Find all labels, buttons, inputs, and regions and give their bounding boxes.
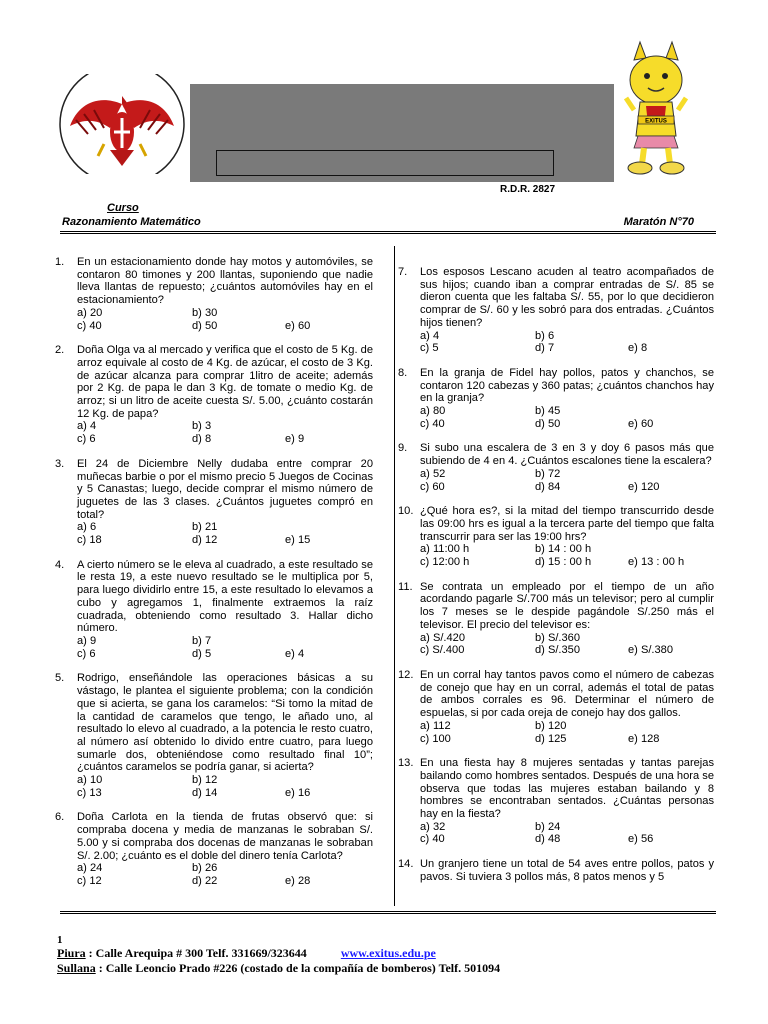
- option-e: e) S/.380: [628, 644, 674, 657]
- option-c: c) 6: [77, 433, 96, 446]
- option-b: b) 30: [192, 306, 218, 319]
- option-a: a) 80: [420, 405, 446, 418]
- option-c: c) 5: [420, 342, 439, 355]
- question-text: ¿Qué hora es?, si la mitad del tiempo transcurrido desde las 09:00 hrs es igual a la tercera parte del tiempo que falta transcurrir para ser las 19:00 hrs?: [420, 505, 714, 543]
- question-6: [55, 811, 373, 887]
- question-10: [398, 505, 714, 569]
- answer-options: [77, 521, 373, 546]
- question-text: En un corral hay tantos pavos como el número de cabezas de conejo que hay en un corral, además el total de patas de ambos corrales es 96. Determinar el número de espuelas, si por cada oreja de conejo hay dos gallos.: [420, 668, 714, 720]
- option-spacer: [285, 862, 365, 875]
- question-text: En un estacionamiento donde hay motos y automóviles, se contaron 80 timones y 200 llantas, suponiendo que nadie lleva llantas de repuesto; ¿cuántos automóviles hay en el estacionamiento?: [77, 256, 373, 307]
- option-spacer: [285, 420, 365, 433]
- option-e: e) 120: [628, 480, 660, 493]
- option-b: b) 24: [535, 820, 561, 833]
- question-text: En la granja de Fidel hay pollos, patos y chanchos, se contaron 120 cabezas y 360 patas; ¿cuántos chanchos hay en la granja?: [420, 366, 714, 405]
- option-a: a) 10: [77, 774, 103, 787]
- option-spacer: [285, 307, 365, 320]
- mascot-icon: [620, 40, 692, 180]
- option-d: d) 7: [535, 342, 555, 355]
- option-d: d) 12: [192, 534, 218, 547]
- option-a: a) 24: [77, 862, 103, 875]
- option-e: e) 8: [628, 342, 648, 355]
- option-c: c) 13: [77, 786, 102, 799]
- maraton-number: Maratón N°70: [623, 216, 694, 228]
- question-number: 1.: [55, 256, 65, 268]
- option-c: c) 60: [420, 480, 445, 493]
- option-spacer: [628, 543, 708, 556]
- option-b: b) 120: [535, 719, 567, 732]
- course-name: Razonamiento Matemático: [62, 216, 201, 228]
- answer-options: [420, 821, 714, 846]
- question-1: [55, 256, 373, 332]
- option-spacer: [628, 405, 708, 418]
- option-d: d) 50: [192, 319, 218, 332]
- option-d: d) 22: [192, 874, 218, 887]
- eagle-logo-icon: [58, 74, 186, 174]
- question-14: [398, 858, 714, 883]
- option-e: e) 9: [285, 433, 305, 446]
- footer-rule: [60, 911, 716, 914]
- question-13: [398, 757, 714, 846]
- question-number: 3.: [55, 457, 65, 470]
- question-12: [398, 669, 714, 745]
- question-number: 5.: [55, 672, 65, 685]
- option-e: e) 60: [628, 417, 654, 430]
- question-8: [398, 367, 714, 431]
- answer-options: [420, 632, 714, 657]
- question-9: [398, 442, 714, 493]
- question-text: Rodrigo, enseñándole las operaciones básicas a su vástago, le plantea el siguiente problema; con la condición que si acierta, se gana los caramelos: “Si tomo la mitad de la cantidad de caramelos que tengo, le añado uno, al resultado lo elevo al cuadrado, a la potencia le resto cuatro, al número así obtenido lo divido entre cuatro, para luego sumarle dos, obteniéndose como resultado final 10”; ¿cuántos caramelos se podría ganar, si acierta?: [77, 672, 373, 774]
- option-b: b) 7: [192, 634, 212, 647]
- question-text: Los esposos Lescano acuden al teatro acompañados de sus hijos; cuando iban a comprar entradas de S/. 85 se dieron cuenta que les faltaba S/. 55, por lo que decidieron comprar de S/. 60 y les sobró para dos entradas. ¿Cuántos hijos tienen?: [420, 266, 714, 329]
- option-c: c) 12:00 h: [420, 556, 470, 569]
- option-d: d) S/.350: [535, 644, 581, 657]
- answer-options: [420, 543, 714, 568]
- curso-label: Curso: [107, 202, 139, 214]
- option-d: d) 84: [535, 480, 561, 493]
- question-text: Doña Olga va al mercado y verifica que el costo de 5 Kg. de arroz equivale al costo de 4 Kg. de azúcar, el costo de 3 Kg. de azúcar alcanza para comprar 1litro de aceite; además por 2 Kg. de papa le dan 3 Kg. de tomate o medio Kg. de arroz; si un litro de aceite cuesta S/. 5.00, ¿cuánto costarán 12 Kg. de papa?: [77, 344, 373, 420]
- option-c: c) 12: [77, 874, 102, 887]
- option-spacer: [285, 635, 365, 648]
- option-b: b) 3: [192, 420, 212, 433]
- option-b: b) 14 : 00 h: [535, 543, 592, 556]
- option-b: b) S/.360: [535, 631, 581, 644]
- option-e: e) 15: [285, 534, 311, 547]
- answer-options: [77, 307, 373, 332]
- question-text: En una fiesta hay 8 mujeres sentadas y tantas parejas bailando como hombres sentados. Después de una hora se observa que todas las mujeres estaban bailando y 8 hombres se encontraban sentados. ¿Cuántas personas hay en la fiesta?: [420, 757, 714, 821]
- question-text: El 24 de Diciembre Nelly dudaba entre comprar 20 muñecas barbie o por el mismo precio 5 Juegos de Cocinas y 5 Canastas; luego, decide comprar el mismo número de juguetes de las 3 clases. ¿Cuántos juguetes compró en total?: [77, 457, 373, 521]
- option-b: b) 21: [192, 521, 218, 534]
- option-b: b) 72: [535, 467, 561, 480]
- question-text: A cierto número se le eleva al cuadrado, a este resultado se le resta 19, a este nuevo resultado se le multiplica por 5, para luego dividirlo entre 15, a este resultado lo elevamos a cubo y agregamos 1, finalmente extraemos la raíz cuadrada, obteniendo como resultado 3. Hallar dicho número.: [77, 558, 373, 635]
- option-spacer: [628, 720, 708, 733]
- questions-left-column: [55, 256, 373, 900]
- website-link[interactable]: www.exitus.edu.pe: [340, 946, 436, 960]
- option-spacer: [285, 774, 365, 787]
- question-number: 14.: [398, 858, 414, 871]
- question-text: Se contrata un empleado por el tiempo de un año acordando pagarle S/.700 más un televisor; pero al cumplir los 7 meses se le despide pagándole S/.250 más el televisor. El precio del televisor es:: [420, 580, 714, 631]
- option-spacer: [628, 468, 708, 481]
- option-d: d) 15 : 00 h: [535, 556, 592, 569]
- question-4: [55, 559, 373, 661]
- footer-piura: [57, 946, 436, 961]
- option-e: e) 16: [285, 786, 311, 799]
- option-a: a) 52: [420, 467, 446, 480]
- question-text: Doña Carlota en la tienda de frutas observó que: si compraba docena y media de manzanas le sobraban S/. 5.00 y si compraba dos docenas de manzanas le sobraban S/. 2.00; ¿cuánto es el doble del dinero tenía Carlota?: [77, 811, 373, 862]
- option-spacer: [628, 330, 708, 343]
- option-a: a) S/.420: [420, 631, 466, 644]
- piura-address: : Calle Arequipa # 300 Telf. 331669/323644: [85, 946, 307, 960]
- option-spacer: [628, 821, 708, 834]
- option-b: b) 45: [535, 405, 561, 418]
- option-c: c) 100: [420, 732, 451, 745]
- rdr-code: R.D.R. 2827: [500, 184, 556, 195]
- option-a: a) 11:00 h: [420, 543, 470, 556]
- piura-label: Piura: [57, 946, 86, 960]
- option-e: e) 13 : 00 h: [628, 556, 685, 569]
- question-11: [398, 581, 714, 657]
- option-c: c) 40: [420, 833, 445, 846]
- question-text: Si subo una escalera de 3 en 3 y doy 6 pasos más que subiendo de 4 en 4. ¿Cuántos escalones tiene la escalera?: [420, 442, 714, 468]
- option-b: b) 26: [192, 862, 218, 875]
- option-a: a) 9: [77, 634, 97, 647]
- option-c: c) 18: [77, 534, 102, 547]
- sullana-label: Sullana: [57, 961, 96, 975]
- question-number: 10.: [398, 505, 414, 518]
- sullana-address: : Calle Leoncio Prado #226 (costado de la compañía de bomberos) Telf. 501094: [95, 961, 501, 975]
- question-number: 8.: [398, 366, 408, 379]
- option-spacer: [628, 632, 708, 645]
- option-a: a) 4: [420, 329, 440, 342]
- option-e: e) 28: [285, 874, 311, 887]
- option-d: d) 14: [192, 786, 218, 799]
- question-number: 6.: [55, 811, 65, 824]
- question-2: [55, 344, 373, 446]
- question-number: 4.: [55, 558, 65, 571]
- page-number: 1: [57, 934, 63, 946]
- questions-right-column: [398, 266, 714, 896]
- question-number: 12.: [398, 668, 414, 681]
- option-e: e) 4: [285, 647, 305, 660]
- answer-options: [77, 635, 373, 660]
- option-d: d) 125: [535, 732, 567, 745]
- option-spacer: [285, 521, 365, 534]
- option-e: e) 128: [628, 732, 660, 745]
- option-d: d) 50: [535, 417, 561, 430]
- option-c: c) S/.400: [420, 644, 465, 657]
- question-5: [55, 672, 373, 799]
- option-d: d) 48: [535, 833, 561, 846]
- option-a: a) 20: [77, 306, 103, 319]
- question-number: 11.: [398, 580, 413, 593]
- question-number: 7.: [398, 266, 408, 278]
- footer-sullana: [57, 961, 500, 976]
- option-a: a) 4: [77, 420, 97, 433]
- answer-options: [420, 330, 714, 355]
- option-d: d) 8: [192, 433, 212, 446]
- option-b: b) 12: [192, 774, 218, 787]
- option-a: a) 6: [77, 521, 97, 534]
- option-c: c) 6: [77, 647, 96, 660]
- answer-options: [420, 405, 714, 430]
- question-number: 13.: [398, 757, 414, 770]
- svg-text:EXITUS: EXITUS: [645, 118, 667, 125]
- option-d: d) 5: [192, 647, 212, 660]
- header-rule: [60, 231, 716, 234]
- question-7: [398, 266, 714, 355]
- option-a: a) 32: [420, 820, 446, 833]
- answer-options: [77, 774, 373, 799]
- option-a: a) 112: [420, 719, 451, 732]
- answer-options: [77, 420, 373, 445]
- question-number: 9.: [398, 442, 408, 455]
- option-c: c) 40: [420, 417, 445, 430]
- option-b: b) 6: [535, 329, 555, 342]
- question-3: [55, 458, 373, 547]
- column-divider: [394, 246, 395, 906]
- option-e: e) 56: [628, 833, 654, 846]
- question-text: Un granjero tiene un total de 54 aves entre pollos, patos y pavos. Si tuviera 3 pollos más, 8 patos menos y 5: [420, 858, 714, 883]
- answer-options: [420, 720, 714, 745]
- header-title-box: [216, 150, 554, 176]
- question-number: 2.: [55, 344, 65, 357]
- answer-options: [77, 862, 373, 887]
- option-c: c) 40: [77, 319, 102, 332]
- answer-options: [420, 468, 714, 493]
- option-e: e) 60: [285, 319, 311, 332]
